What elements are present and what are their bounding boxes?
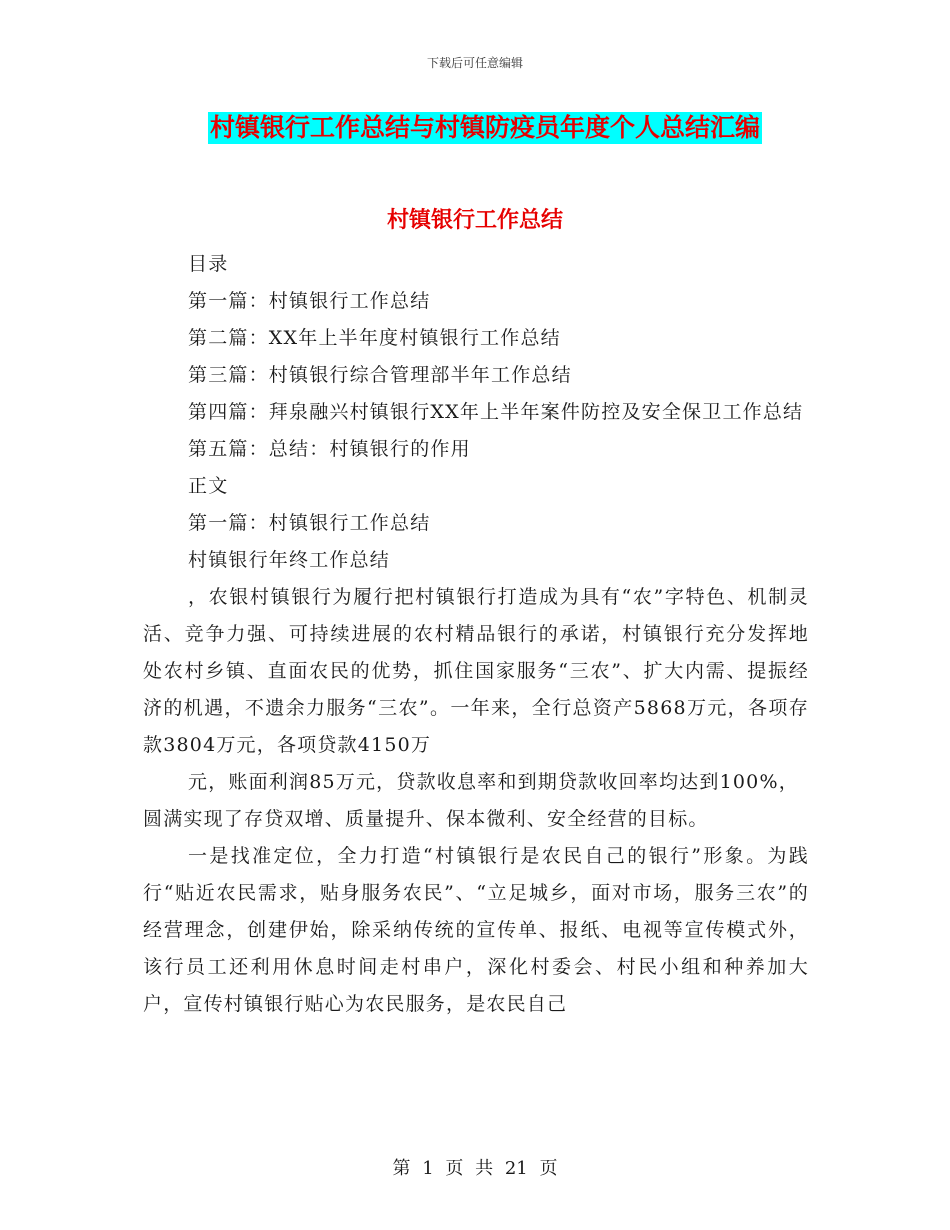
toc-item: 第四篇：拜泉融兴村镇银行XX年上半年案件防控及安全保卫工作总结 [188,401,804,423]
toc-heading: 目录 [188,253,229,275]
section-title: 村镇银行工作总结 [386,208,563,233]
toc-item: 第一篇：村镇银行工作总结 [188,290,431,312]
page-number: 第 1 页 共 21 页 [392,1158,558,1179]
page-header-note: 下载后可任意编辑 [426,56,523,70]
body-paragraph: ，农银村镇银行为履行把村镇银行打造成为具有“农”字特色、机制灵活、竞争力强、可持续进展的农村精品银行的承诺，村镇银行充分发挥地处农村乡镇、直面农民的优势，抓住国家服务“三农”、扩大内需、提振经济的机遇，不遗余力服务“三农”。一年来，全行总资产5868万元，各项存款3804万元，各项贷款4150万 [143,586,809,756]
body-paragraph: 元，账面利润85万元，贷款收息率和到期贷款收回率均达到100%，圆满实现了存贷双增、质量提升、保本微利、安全经营的目标。 [143,771,799,830]
body-heading: 正文 [188,475,229,497]
toc-item: 第五篇：总结：村镇银行的作用 [188,438,471,460]
toc-item: 第二篇：XX年上半年度村镇银行工作总结 [188,327,561,349]
document-main-title: 村镇银行工作总结与村镇防疫员年度个人总结汇编 [210,113,761,142]
document-body [143,246,809,1023]
toc-item: 第三篇：村镇银行综合管理部半年工作总结 [188,364,572,386]
article-subtitle: 村镇银行年终工作总结 [188,549,391,571]
body-paragraph: 一是找准定位，全力打造“村镇银行是农民自己的银行”形象。为践行“贴近农民需求，贴身服务农民”、“立足城乡，面对市场，服务三农”的经营理念，创建伊始，除采纳传统的宣传单、报纸、电视等宣传模式外，该行员工还利用休息时间走村串户，深化村委会、村民小组和种养加大户，宣传村镇银行贴心为农民服务，是农民自己 [143,845,809,1015]
part-title: 第一篇：村镇银行工作总结 [188,512,431,534]
